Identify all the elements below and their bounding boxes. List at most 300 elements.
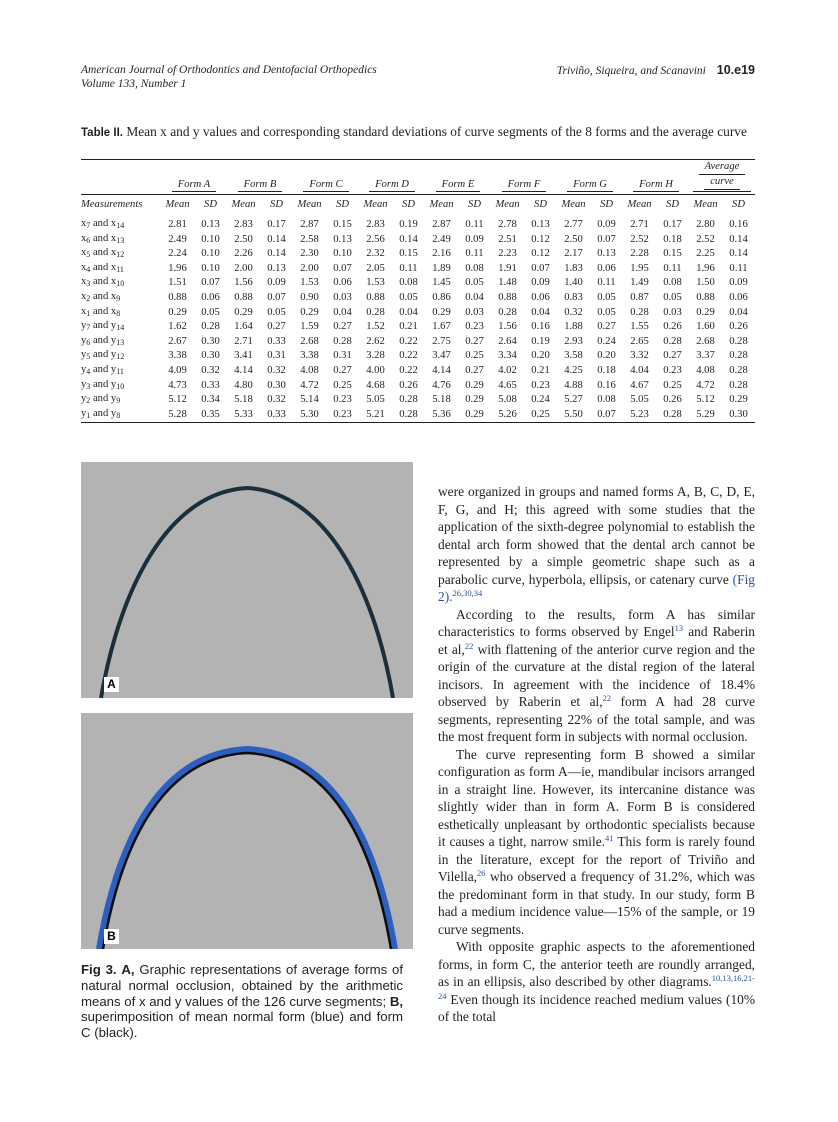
sd-cell: 0.30 [729, 408, 748, 420]
measurement-label: $x_2$ and $x_9$ [81, 290, 121, 303]
sd-cell: 0.14 [729, 233, 748, 245]
mean-cell: 5.08 [498, 394, 517, 406]
sd-cell: 0.32 [267, 364, 286, 376]
mean-cell: 1.88 [564, 321, 583, 333]
sd-cell: 0.20 [597, 350, 616, 362]
mean-cell: 1.49 [630, 277, 649, 289]
data-table [81, 160, 755, 194]
mean-cell: 2.00 [234, 262, 253, 274]
mean-cell: 3.32 [630, 350, 649, 362]
mean-cell: 2.52 [696, 233, 715, 245]
mean-cell: 4.14 [234, 364, 253, 376]
sd-cell: 0.28 [729, 379, 748, 391]
form-b-mean-normal-curve [99, 749, 395, 949]
sd-cell: 0.09 [729, 277, 748, 289]
mean-header: Mean [165, 198, 190, 210]
mean-cell: 0.88 [366, 291, 385, 303]
sd-cell: 0.22 [399, 364, 418, 376]
sd-cell: 0.09 [465, 233, 484, 245]
sd-cell: 0.26 [663, 394, 682, 406]
mean-cell: 2.28 [630, 248, 649, 260]
figure-caption-a-label: A, [121, 962, 135, 977]
mean-cell: 1.55 [630, 321, 649, 333]
mean-cell: 2.83 [234, 219, 253, 230]
sd-cell: 0.23 [663, 364, 682, 376]
mean-cell: 4.88 [564, 379, 583, 391]
sd-cell: 0.07 [333, 262, 352, 274]
sd-cell: 0.03 [663, 306, 682, 318]
citation[interactable]: 10,13,16,21-24 [438, 973, 755, 1001]
mean-cell: 2.51 [498, 233, 517, 245]
mean-header: Mean [627, 198, 652, 210]
sd-header: SD [468, 198, 481, 210]
mean-cell: 2.62 [366, 335, 385, 347]
sd-cell: 0.23 [531, 379, 550, 391]
figure-3 [81, 462, 413, 949]
mean-cell: 2.64 [498, 335, 517, 347]
mean-cell: 2.24 [168, 248, 187, 260]
mean-cell: 4.68 [366, 379, 385, 391]
sd-cell: 0.17 [663, 219, 682, 230]
paragraph: According to the results, form A has similar characteristics to forms observed by Engel$^{13}$ and Raberin et al,$^{22}$ with flattening of the anterior curve region and the origin of the curvature at the distal region of the lateral incisors. In agreement with the incidence of 18.4% observed by Raberin et al,$^{22}$ form A had 28 curve segments, representing 22% of the total sample, and was the most frequent form in subjects with normal occlusion. [438, 606, 756, 744]
sd-cell: 0.16 [597, 379, 616, 391]
mean-cell: 2.30 [300, 248, 319, 260]
sd-cell: 0.24 [531, 394, 550, 406]
mean-cell: 1.67 [432, 321, 451, 333]
mean-cell: 1.89 [432, 262, 451, 274]
mean-header: Mean [429, 198, 454, 210]
sd-cell: 0.21 [399, 321, 418, 333]
sd-cell: 0.25 [531, 408, 550, 420]
sd-cell: 0.05 [597, 306, 616, 318]
mean-cell: 1.56 [498, 321, 517, 333]
table-row [81, 213, 755, 233]
sd-header: SD [732, 198, 745, 210]
mean-cell: 5.30 [300, 408, 319, 420]
mean-cell: 2.75 [432, 335, 451, 347]
sd-cell: 0.25 [465, 350, 484, 362]
mean-cell: 4.00 [366, 364, 385, 376]
measurement-label: $y_7$ and $y_{14}$ [81, 320, 125, 333]
mean-cell: 5.14 [300, 394, 319, 406]
sd-header: SD [270, 198, 283, 210]
mean-cell: 4.09 [168, 364, 187, 376]
mean-cell: 1.64 [234, 321, 253, 333]
form-header: Form G [557, 160, 623, 194]
mean-header: Mean [693, 198, 718, 210]
mean-cell: 4.73 [168, 379, 187, 391]
sd-cell: 0.19 [399, 219, 418, 230]
mean-cell: 2.80 [696, 219, 715, 230]
sd-cell: 0.27 [663, 350, 682, 362]
table-row [81, 393, 755, 408]
mean-cell: 0.28 [630, 306, 649, 318]
sd-cell: 0.15 [399, 248, 418, 260]
sd-cell: 0.06 [333, 277, 352, 289]
mean-cell: 2.32 [366, 248, 385, 260]
sd-cell: 0.11 [663, 262, 682, 274]
sd-cell: 0.12 [531, 233, 550, 245]
mean-cell: 4.65 [498, 379, 517, 391]
data-table-body [81, 195, 755, 422]
sd-cell: 0.34 [201, 394, 220, 406]
superimposition-plot [81, 713, 413, 949]
mean-cell: 5.36 [432, 408, 451, 420]
sd-cell: 0.08 [597, 394, 616, 406]
mean-cell: 2.26 [234, 248, 253, 260]
mean-cell: 2.50 [564, 233, 583, 245]
sd-cell: 0.09 [267, 277, 286, 289]
mean-cell: 0.87 [630, 291, 649, 303]
sd-cell: 0.07 [597, 233, 616, 245]
sd-cell: 0.13 [597, 248, 616, 260]
table-row [81, 335, 755, 350]
sd-cell: 0.09 [531, 277, 550, 289]
running-header-journal [81, 63, 377, 91]
page-number: 10.e19 [716, 63, 755, 77]
sd-cell: 0.05 [267, 306, 286, 318]
mean-cell: 2.05 [366, 262, 385, 274]
sd-cell: 0.13 [201, 219, 220, 230]
figure-panel-a [81, 462, 413, 698]
form-header: Form H [623, 160, 689, 194]
mean-cell: 1.83 [564, 262, 583, 274]
sd-cell: 0.29 [729, 394, 748, 406]
body-text-column [438, 483, 755, 1026]
mean-cell: 5.21 [366, 408, 385, 420]
mean-cell: 2.17 [564, 248, 583, 260]
mean-cell: 0.88 [498, 291, 517, 303]
sd-cell: 0.32 [267, 394, 286, 406]
average-curve-header: Average curve [689, 160, 755, 194]
table-row [81, 262, 755, 277]
table-caption [81, 124, 755, 141]
measurement-label: $x_1$ and $x_8$ [81, 305, 121, 318]
sd-cell: 0.28 [399, 408, 418, 420]
mean-cell: 0.28 [366, 306, 385, 318]
mean-cell: 0.88 [234, 291, 253, 303]
sd-cell: 0.27 [333, 321, 352, 333]
sd-cell: 0.28 [333, 335, 352, 347]
mean-cell: 0.29 [432, 306, 451, 318]
table-label: Table II. [81, 127, 123, 139]
measurement-label: $x_6$ and $x_{13}$ [81, 232, 125, 245]
sd-cell: 0.28 [663, 335, 682, 347]
sd-cell: 0.20 [531, 350, 550, 362]
mean-cell: 5.23 [630, 408, 649, 420]
mean-header: Mean [495, 198, 520, 210]
mean-cell: 1.62 [168, 321, 187, 333]
sd-cell: 0.31 [333, 350, 352, 362]
sd-cell: 0.28 [201, 321, 220, 333]
sd-cell: 0.13 [333, 233, 352, 245]
running-header-right [557, 63, 755, 78]
mean-cell: 2.65 [630, 335, 649, 347]
mean-cell: 0.88 [696, 291, 715, 303]
sd-cell: 0.29 [465, 394, 484, 406]
sd-cell: 0.24 [597, 335, 616, 347]
sd-cell: 0.07 [201, 277, 220, 289]
sd-header: SD [534, 198, 547, 210]
mean-cell: 4.72 [696, 379, 715, 391]
mean-cell: 3.38 [300, 350, 319, 362]
figure-caption-label: Fig 3. [81, 962, 117, 977]
sd-header: SD [600, 198, 613, 210]
mean-cell: 1.53 [366, 277, 385, 289]
sd-cell: 0.08 [465, 262, 484, 274]
citation[interactable]: 41 [605, 833, 614, 843]
table-header-stats [81, 195, 755, 213]
sd-cell: 0.07 [531, 262, 550, 274]
sd-cell: 0.18 [597, 364, 616, 376]
sd-cell: 0.30 [201, 350, 220, 362]
sd-cell: 0.08 [399, 277, 418, 289]
sd-cell: 0.33 [267, 335, 286, 347]
measurement-label: $y_4$ and $y_{11}$ [81, 363, 124, 376]
mean-cell: 5.26 [498, 408, 517, 420]
sd-cell: 0.28 [729, 350, 748, 362]
measurement-label: $x_5$ and $x_{12}$ [81, 247, 125, 260]
sd-cell: 0.16 [729, 219, 748, 230]
sd-cell: 0.05 [399, 291, 418, 303]
paragraph: The curve representing form B showed a similar configuration as form A—ie, mandibular incisors arranged in a straight line. However, its intercanine distance was slightly wider than in form A. Form B is considered esthetically unpleasant by orthodontic specialists because it causes a tight, narrow smile.$^{41}$ This form is rarely found in the literature, except for the report of Triviño and Vilella,$^{26}$ who observed a frequency of 31.2%, which was the predominant form in that study. In our study, form B had a medium incidence value—15% of the sample, or 19 curve segments. [438, 746, 755, 937]
sd-cell: 0.26 [729, 321, 748, 333]
mean-cell: 4.02 [498, 364, 517, 376]
sd-cell: 0.29 [465, 379, 484, 391]
sd-cell: 0.26 [663, 321, 682, 333]
form-header: Form E [425, 160, 491, 194]
table-row [81, 379, 755, 394]
sd-cell: 0.06 [729, 291, 748, 303]
sd-cell: 0.10 [201, 233, 220, 245]
citation[interactable]: 13 [674, 623, 684, 633]
figure-caption-a-text: Graphic representations of average forms of natural normal occlusion, obtained by the arithmetic means of x and y values of the 126 curve segments; [81, 962, 404, 1009]
mean-cell: 2.78 [498, 219, 517, 230]
sd-cell: 0.11 [597, 277, 616, 289]
sd-cell: 0.11 [465, 219, 484, 230]
table-header-forms [81, 160, 755, 194]
mean-cell: 0.29 [234, 306, 253, 318]
sd-cell: 0.04 [333, 306, 352, 318]
sd-cell: 0.14 [267, 233, 286, 245]
mean-cell: 3.58 [564, 350, 583, 362]
measurement-label: $y_5$ and $y_{12}$ [81, 349, 125, 362]
form-header: Form A [161, 160, 227, 194]
sd-cell: 0.05 [201, 306, 220, 318]
mean-cell: 5.18 [432, 394, 451, 406]
mean-cell: 2.68 [696, 335, 715, 347]
mean-cell: 1.91 [498, 262, 517, 274]
mean-cell: 4.14 [432, 364, 451, 376]
sd-cell: 0.27 [465, 335, 484, 347]
sd-cell: 0.04 [531, 306, 550, 318]
mean-cell: 2.23 [498, 248, 517, 260]
measurement-label: $y_1$ and $y_8$ [81, 407, 121, 420]
mean-cell: 4.25 [564, 364, 583, 376]
mean-cell: 0.28 [498, 306, 517, 318]
sd-cell: 0.19 [531, 335, 550, 347]
sd-cell: 0.04 [399, 306, 418, 318]
mean-cell: 1.40 [564, 277, 583, 289]
mean-cell: 5.28 [168, 408, 187, 420]
measurements-header: Measurements [81, 198, 143, 210]
mean-cell: 5.27 [564, 394, 583, 406]
sd-cell: 0.23 [333, 408, 352, 420]
mean-cell: 2.52 [630, 233, 649, 245]
sd-cell: 0.05 [597, 291, 616, 303]
sd-cell: 0.28 [663, 408, 682, 420]
sd-cell: 0.06 [597, 262, 616, 274]
sd-cell: 0.25 [663, 379, 682, 391]
mean-cell: 0.29 [696, 306, 715, 318]
mean-cell: 3.41 [234, 350, 253, 362]
mean-cell: 2.87 [432, 219, 451, 230]
sd-cell: 0.23 [333, 394, 352, 406]
sd-cell: 0.33 [267, 408, 286, 420]
mean-header: Mean [297, 198, 322, 210]
sd-cell: 0.03 [465, 306, 484, 318]
sd-cell: 0.14 [729, 248, 748, 260]
mean-cell: 0.86 [432, 291, 451, 303]
mean-cell: 4.04 [630, 364, 649, 376]
mean-cell: 0.32 [564, 306, 583, 318]
mean-cell: 4.76 [432, 379, 451, 391]
sd-cell: 0.21 [531, 364, 550, 376]
table-row [81, 320, 755, 335]
form-a-curve-plot [81, 462, 413, 698]
mean-cell: 1.59 [300, 321, 319, 333]
mean-cell: 0.88 [168, 291, 187, 303]
sd-cell: 0.10 [201, 248, 220, 260]
table-row [81, 233, 755, 248]
sd-cell: 0.26 [399, 379, 418, 391]
citation[interactable]: 22 [602, 693, 612, 703]
sd-cell: 0.30 [201, 335, 220, 347]
sd-cell: 0.15 [663, 248, 682, 260]
sd-cell: 0.04 [465, 291, 484, 303]
sd-cell: 0.18 [663, 233, 682, 245]
sd-cell: 0.05 [663, 291, 682, 303]
sd-cell: 0.11 [729, 262, 748, 274]
sd-cell: 0.29 [465, 408, 484, 420]
mean-cell: 0.83 [564, 291, 583, 303]
mean-cell: 1.96 [168, 262, 187, 274]
paragraph: With opposite graphic aspects to the aforementioned forms, in form C, the anterior teeth are roundly arranged, as in an ellipsis, also described by other diagrams.$^{10,13,16,21-24}$ Even though its incidence reached medium values (10% of the total [438, 939, 755, 1024]
mean-cell: 1.48 [498, 277, 517, 289]
mean-cell: 3.47 [432, 350, 451, 362]
mean-cell: 5.12 [168, 394, 187, 406]
mean-cell: 3.34 [498, 350, 517, 362]
mean-cell: 5.12 [696, 394, 715, 406]
mean-cell: 1.51 [168, 277, 187, 289]
journal-volume: Volume 133, Number 1 [81, 78, 187, 90]
sd-cell: 0.27 [597, 321, 616, 333]
measurement-label: $y_3$ and $y_{10}$ [81, 378, 125, 391]
mean-cell: 3.38 [168, 350, 187, 362]
mean-cell: 0.29 [168, 306, 187, 318]
citation[interactable]: 26,30,34 [452, 588, 483, 598]
sd-cell: 0.10 [201, 262, 220, 274]
mean-cell: 2.71 [234, 335, 253, 347]
sd-cell: 0.31 [267, 350, 286, 362]
sd-header: SD [402, 198, 415, 210]
mean-cell: 5.29 [696, 408, 715, 420]
sd-cell: 0.27 [267, 321, 286, 333]
table-row [81, 306, 755, 321]
mean-cell: 2.16 [432, 248, 451, 260]
mean-cell: 1.95 [630, 262, 649, 274]
mean-header: Mean [363, 198, 388, 210]
sd-header: SD [336, 198, 349, 210]
mean-cell: 2.49 [432, 233, 451, 245]
mean-cell: 1.45 [432, 277, 451, 289]
table-row [81, 247, 755, 262]
mean-cell: 2.87 [300, 219, 319, 230]
sd-cell: 0.30 [267, 379, 286, 391]
mean-cell: 4.72 [300, 379, 319, 391]
table-row [81, 276, 755, 291]
measurement-label: $x_7$ and $x_{14}$ [81, 218, 125, 230]
figure-caption [81, 962, 403, 1041]
sd-cell: 0.04 [729, 306, 748, 318]
sd-cell: 0.17 [267, 219, 286, 230]
sd-cell: 0.16 [531, 321, 550, 333]
table-caption-text: Mean x and y values and corresponding standard deviations of curve segments of the 8 forms and the average curve [126, 124, 747, 139]
form-header: Form C [293, 160, 359, 194]
mean-cell: 2.67 [168, 335, 187, 347]
mean-cell: 4.08 [300, 364, 319, 376]
sd-cell: 0.06 [201, 291, 220, 303]
mean-cell: 5.33 [234, 408, 253, 420]
sd-cell: 0.27 [333, 364, 352, 376]
measurement-label: $y_6$ and $y_{13}$ [81, 334, 125, 347]
sd-header: SD [666, 198, 679, 210]
sd-cell: 0.14 [267, 248, 286, 260]
citation[interactable]: 22 [464, 640, 474, 651]
sd-cell: 0.13 [267, 262, 286, 274]
sd-cell: 0.27 [465, 364, 484, 376]
citation[interactable]: 26 [476, 868, 486, 878]
mean-cell: 0.90 [300, 291, 319, 303]
mean-cell: 4.67 [630, 379, 649, 391]
mean-cell: 1.53 [300, 277, 319, 289]
mean-cell: 1.96 [696, 262, 715, 274]
mean-cell: 4.08 [696, 364, 715, 376]
journal-title: American Journal of Orthodontics and Dentofacial Orthopedics [81, 64, 377, 76]
sd-cell: 0.15 [333, 219, 352, 230]
form-header: Form D [359, 160, 425, 194]
mean-cell: 2.68 [300, 335, 319, 347]
fig-2-link[interactable]: (Fig 2). [438, 571, 755, 604]
mean-cell: 2.50 [234, 233, 253, 245]
sd-cell: 0.14 [399, 233, 418, 245]
sd-cell: 0.08 [663, 277, 682, 289]
mean-cell: 2.81 [168, 219, 187, 230]
mean-cell: 2.77 [564, 219, 583, 230]
mean-cell: 1.50 [696, 277, 715, 289]
mean-cell: 2.49 [168, 233, 187, 245]
sd-cell: 0.28 [729, 364, 748, 376]
sd-header: SD [204, 198, 217, 210]
mean-cell: 2.93 [564, 335, 583, 347]
figure-caption-b-text: superimposition of mean normal form (blue) and form C (black). [81, 1009, 403, 1041]
sd-cell: 0.33 [201, 379, 220, 391]
panel-a-label: A [104, 677, 119, 692]
table-bottom-rule [81, 422, 755, 423]
sd-cell: 0.28 [399, 394, 418, 406]
mean-cell: 3.37 [696, 350, 715, 362]
sd-cell: 0.09 [597, 219, 616, 230]
